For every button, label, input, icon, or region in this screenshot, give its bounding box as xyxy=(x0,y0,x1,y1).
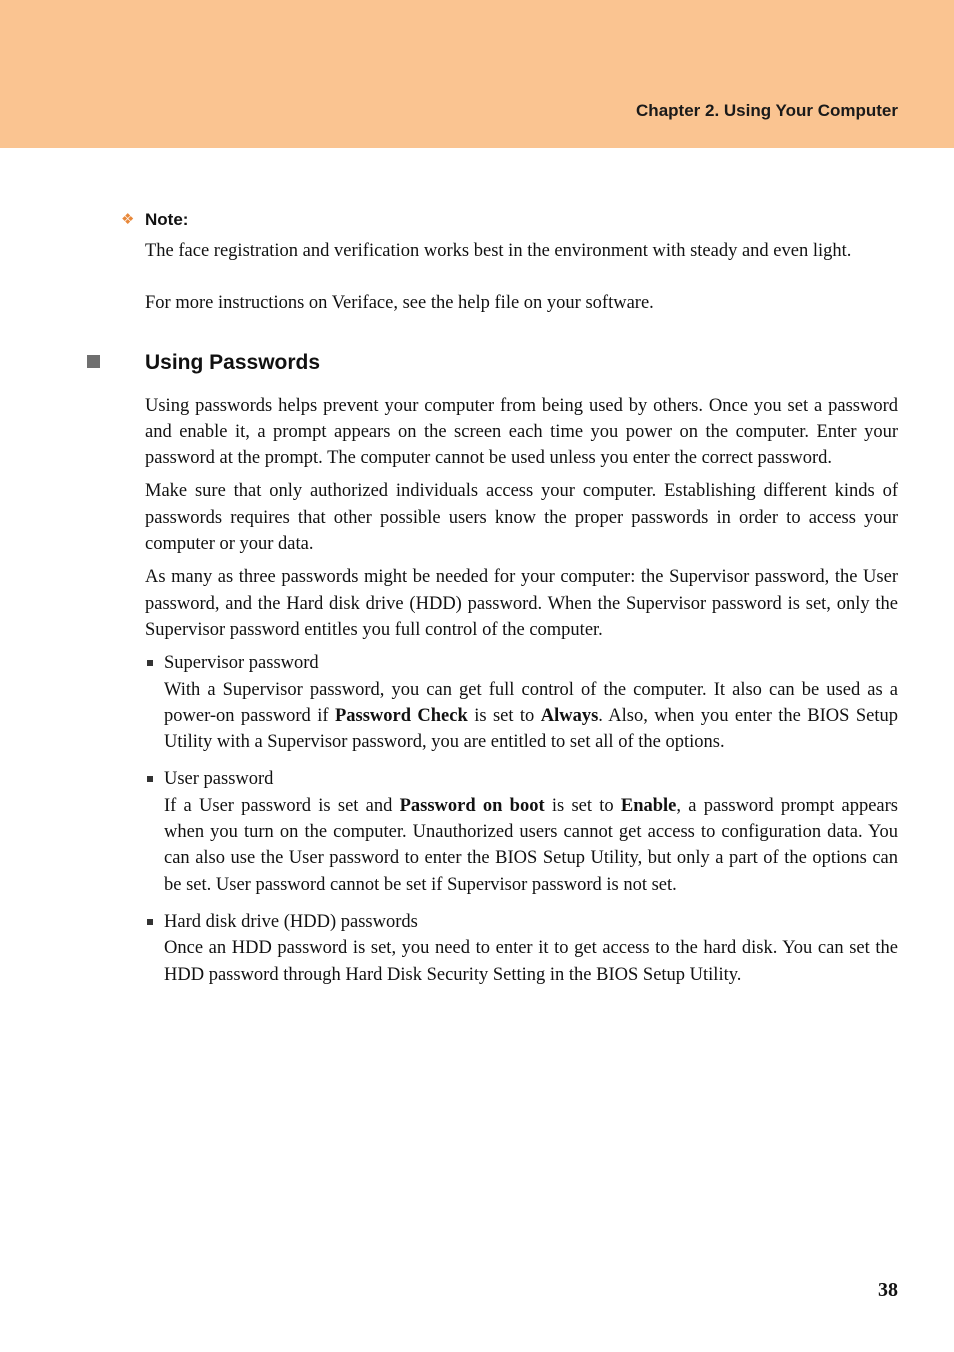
header-band xyxy=(0,0,954,148)
note-text: The face registration and verification works best in the environment with steady and even light. xyxy=(145,241,852,261)
square-bullet-icon xyxy=(147,919,153,925)
list-item-user xyxy=(145,766,898,897)
section-paragraph: Make sure that only authorized individuals access your computer. Establishing different kinds of passwords requires that other possible users know the proper passwords in order to access your computer or your data. xyxy=(145,481,898,555)
list-item-hdd xyxy=(145,909,898,988)
section-paragraph: Using passwords helps prevent your computer from being used by others. Once you set a password and enable it, a prompt appears on the screen each time you power on the computer. Enter your password at the prompt. The computer cannot be used unless you enter the correct password. xyxy=(145,395,898,469)
list-item-text: With a Supervisor password, you can get full control of the computer. It also can be used as a power-on password if Password Check is set to Always. Also, when you enter the BIOS Setup Utility with a Supervisor password, you are entitled to set all of the options. xyxy=(164,679,898,753)
section-paragraph: As many as three passwords might be needed for your computer: the Supervisor password, the User password, and the Hard disk drive (HDD) password. When the Supervisor password is set, only the Supervisor password entitles you full control of the computer. xyxy=(145,567,898,640)
list-item-title: Hard disk drive (HDD) passwords xyxy=(164,911,418,932)
note-more-text: For more instructions on Veriface, see the help file on your software. xyxy=(145,293,654,314)
section-title: Using Passwords xyxy=(145,350,321,374)
page-number: 38 xyxy=(878,1279,898,1301)
list-item-text: Once an HDD password is set, you need to enter it to get access to the hard disk. You can set the HDD password through Hard Disk Security Setting in the BIOS Setup Utility. xyxy=(164,938,898,985)
page-content xyxy=(121,210,899,988)
list-item-title: Supervisor password xyxy=(164,653,319,674)
list-item-supervisor xyxy=(145,650,898,755)
square-bullet-icon xyxy=(147,776,153,782)
section-bullet-icon xyxy=(87,355,100,368)
square-bullet-icon xyxy=(147,660,153,666)
note-diamond-icon: ❖ xyxy=(121,211,135,228)
list-item-title: User password xyxy=(164,769,274,790)
list-item-text: If a User password is set and Password on boot is set to Enable, a password prompt appears when you turn on the computer. Unauthorized users cannot get access to configuration data. You can also use the User password to enter the BIOS Setup Utility, but only a part of the options can be set. User password cannot be set if Supervisor password is not set. xyxy=(164,795,899,895)
section-heading xyxy=(145,351,898,375)
note-heading xyxy=(121,210,898,230)
chapter-title: Chapter 2. Using Your Computer xyxy=(636,101,898,120)
note-label: Note: xyxy=(145,210,189,229)
